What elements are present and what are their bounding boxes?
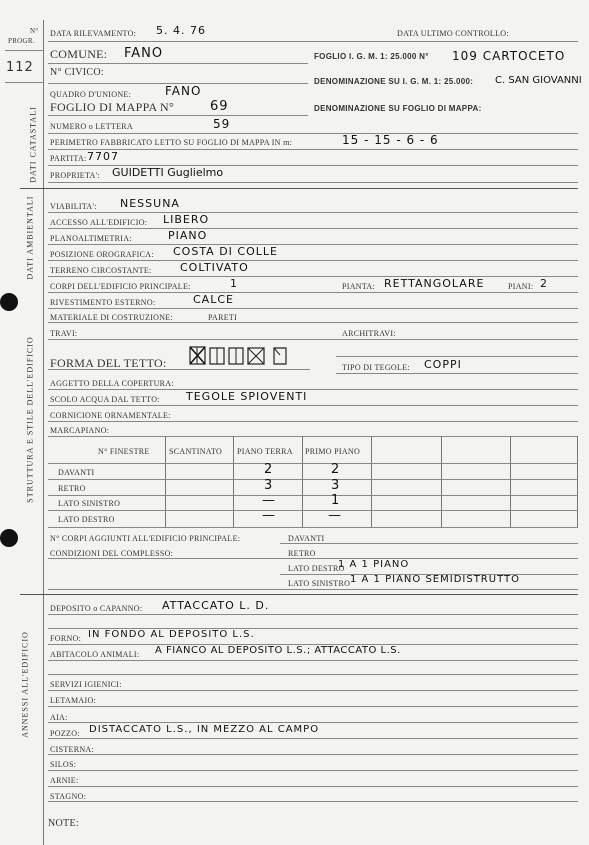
roof-shape-selector	[188, 345, 298, 367]
finestre-header: N° FINESTRE	[98, 447, 150, 456]
lato-sinistro-value: 1 A 1 PIANO SEMIDISTRUTTO	[350, 574, 520, 585]
table-cell-terra: 2	[264, 462, 274, 477]
pozzo-value: DISTACCATO L.S., IN MEZZO AL CAMPO	[89, 724, 320, 735]
forno-label: FORNO:	[50, 634, 82, 643]
travi-label: TRAVI:	[50, 329, 78, 338]
corpi-aggiunti-label: N° CORPI AGGIUNTI ALL'EDIFICIO PRINCIPALE:	[50, 534, 241, 543]
silos-label: SILOS:	[50, 760, 77, 769]
scolo-label: SCOLO ACQUA DAL TETTO:	[50, 395, 160, 404]
igm-name-value: C. SAN GIOVANNI	[495, 75, 582, 86]
igm-sheet-label: FOGLIO I. G. M. 1: 25.000 N°	[314, 52, 429, 61]
progr-value: 112	[6, 60, 34, 75]
abitacolo-value: A FIANCO AL DEPOSITO L.S.; ATTACCATO L.S.	[155, 645, 401, 656]
side-label-ambientali: DATI AMBIENTALI	[25, 195, 35, 280]
rivestimento-value: CALCE	[193, 293, 234, 306]
letamaio-label: LETAMAIO:	[50, 696, 97, 705]
architravi-label: ARCHITRAVI:	[342, 329, 396, 338]
foglio-value: 69	[210, 99, 229, 114]
table-cell-terra: 3	[264, 478, 274, 493]
accesso-label: ACCESSO ALL'EDIFICIO:	[50, 218, 148, 227]
lato-destro-label: LATO DESTRO	[288, 564, 345, 573]
pianta-label: PIANTA:	[342, 282, 376, 291]
quadro-label: QUADRO D'UNIONE:	[50, 90, 132, 99]
table-row-label: LATO SINISTRO	[58, 499, 121, 508]
side-label-annessi: ANNESSI ALL'EDIFICIO	[20, 631, 30, 738]
plano-label: PLANOALTIMETRIA:	[50, 234, 132, 243]
perimetro-label: PERIMETRO FABBRICATO LETTO SU FOGLIO DI MAPPA IN m:	[50, 138, 293, 147]
roof-shape-icons	[188, 345, 298, 367]
aia-label: AIA:	[50, 713, 68, 722]
table-row-label: RETRO	[58, 484, 86, 493]
stagno-label: STAGNO:	[50, 792, 87, 801]
punch-hole-top	[0, 293, 18, 311]
partita-label: PARTITA:	[50, 154, 87, 163]
posizione-label: POSIZIONE OROGRAFICA:	[50, 250, 154, 259]
servizi-label: SERVIZI IGIENICI:	[50, 680, 122, 689]
terreno-value: COLTIVATO	[180, 261, 249, 274]
condizioni-label: CONDIZIONI DEL COMPLESSO:	[50, 549, 174, 558]
tipo-tegole-label: TIPO DI TEGOLE:	[342, 363, 410, 372]
lato-destro-value: 1 A 1 PIANO	[338, 559, 410, 570]
perimetro-value: 15 - 15 - 6 - 6	[342, 133, 439, 147]
partita-value: 7707	[87, 150, 119, 163]
side-label-struttura: STRUTTURA E STILE DELL'EDIFICIO	[25, 336, 35, 503]
primo-piano-header: PRIMO PIANO	[305, 447, 361, 456]
pianta-value: RETTANGOLARE	[384, 277, 485, 290]
cisterna-label: CISTERNA:	[50, 745, 95, 754]
pozzo-label: POZZO:	[50, 729, 80, 738]
note-label: NOTE:	[48, 818, 79, 829]
scolo-value: TEGOLE SPIOVENTI	[186, 390, 308, 403]
quadro-value: FANO	[165, 84, 202, 98]
igm-name-label: DENOMINAZIONE SU I. G. M. 1: 25.000:	[314, 77, 474, 86]
punch-hole-bottom	[0, 529, 18, 547]
piano-terra-header: PIANO TERRA	[237, 447, 293, 456]
date-survey-value: 5. 4. 76	[156, 24, 206, 37]
table-cell-primo: 2	[331, 462, 341, 477]
side-label-catasto: DATI CATASTALI	[28, 106, 38, 183]
numero-label: NUMERO o LETTERA	[50, 122, 134, 131]
piani-value: 2	[540, 277, 548, 290]
foglio-label: FOGLIO DI MAPPA N°	[50, 100, 175, 114]
date-survey-label: DATA RILEVAMENTO:	[50, 29, 137, 38]
accesso-value: LIBERO	[163, 213, 210, 226]
materiale-label: MATERIALE DI COSTRUZIONE:	[50, 313, 174, 322]
forma-tetto-label: FORMA DEL TETTO:	[50, 356, 167, 370]
posizione-value: COSTA DI COLLE	[173, 245, 278, 258]
map-name-label: DENOMINAZIONE SU FOGLIO DI MAPPA:	[314, 104, 482, 113]
deposito-label: DEPOSITO o CAPANNO:	[50, 604, 143, 613]
comune-value: FANO	[124, 46, 164, 61]
viabilita-label: VIABILITA':	[50, 202, 97, 211]
marcapiano-label: MARCAPIANO:	[50, 426, 110, 435]
left-margin-line	[43, 20, 44, 845]
deposito-value: ATTACCATO L. D.	[162, 599, 270, 612]
abitacolo-label: ABITACOLO ANIMALI:	[50, 650, 140, 659]
scantinato-header: SCANTINATO	[169, 447, 223, 456]
terreno-label: TERRENO CIRCOSTANTE:	[50, 266, 152, 275]
progr-label: PROGR.	[8, 37, 35, 45]
table-cell-primo: 1	[331, 493, 341, 508]
cornicione-label: CORNICIONE ORNAMENTALE:	[50, 411, 171, 420]
davanti-label: DAVANTI	[288, 534, 325, 543]
civico-label: N° CIVICO:	[50, 67, 104, 78]
comune-label: COMUNE:	[50, 47, 108, 61]
table-cell-primo: —	[328, 508, 342, 523]
num-label: N°	[30, 27, 39, 35]
proprieta-label: PROPRIETA':	[50, 171, 100, 180]
numero-value: 59	[213, 117, 231, 131]
arnie-label: ARNIE:	[50, 776, 79, 785]
viabilita-value: NESSUNA	[120, 197, 180, 210]
materiale-value: PARETI	[208, 313, 238, 322]
windows-table	[48, 436, 578, 528]
table-cell-terra: —	[262, 493, 276, 508]
igm-sheet-value: 109 CARTOCETO	[452, 49, 566, 63]
table-cell-primo: 3	[331, 478, 341, 493]
aggetto-label: AGGETTO DELLA COPERTURA:	[50, 379, 174, 388]
retro-label: RETRO	[288, 549, 316, 558]
tipo-tegole-value: COPPI	[424, 358, 462, 371]
table-row-label: LATO DESTRO	[58, 515, 115, 524]
rivestimento-label: RIVESTIMENTO ESTERNO:	[50, 298, 156, 307]
table-cell-terra: —	[262, 508, 276, 523]
lato-sinistro-label: LATO SINISTRO	[288, 579, 351, 588]
plano-value: PIANO	[168, 229, 208, 242]
corpi-value: 1	[230, 277, 238, 290]
last-check-label: DATA ULTIMO CONTROLLO:	[397, 29, 509, 38]
proprieta-value: GUIDETTI Guglielmo	[112, 166, 224, 179]
forno-value: IN FONDO AL DEPOSITO L.S.	[88, 629, 255, 640]
corpi-label: CORPI DELL'EDIFICIO PRINCIPALE:	[50, 282, 191, 291]
piani-label: PIANI:	[508, 282, 534, 291]
table-row-label: DAVANTI	[58, 468, 95, 477]
